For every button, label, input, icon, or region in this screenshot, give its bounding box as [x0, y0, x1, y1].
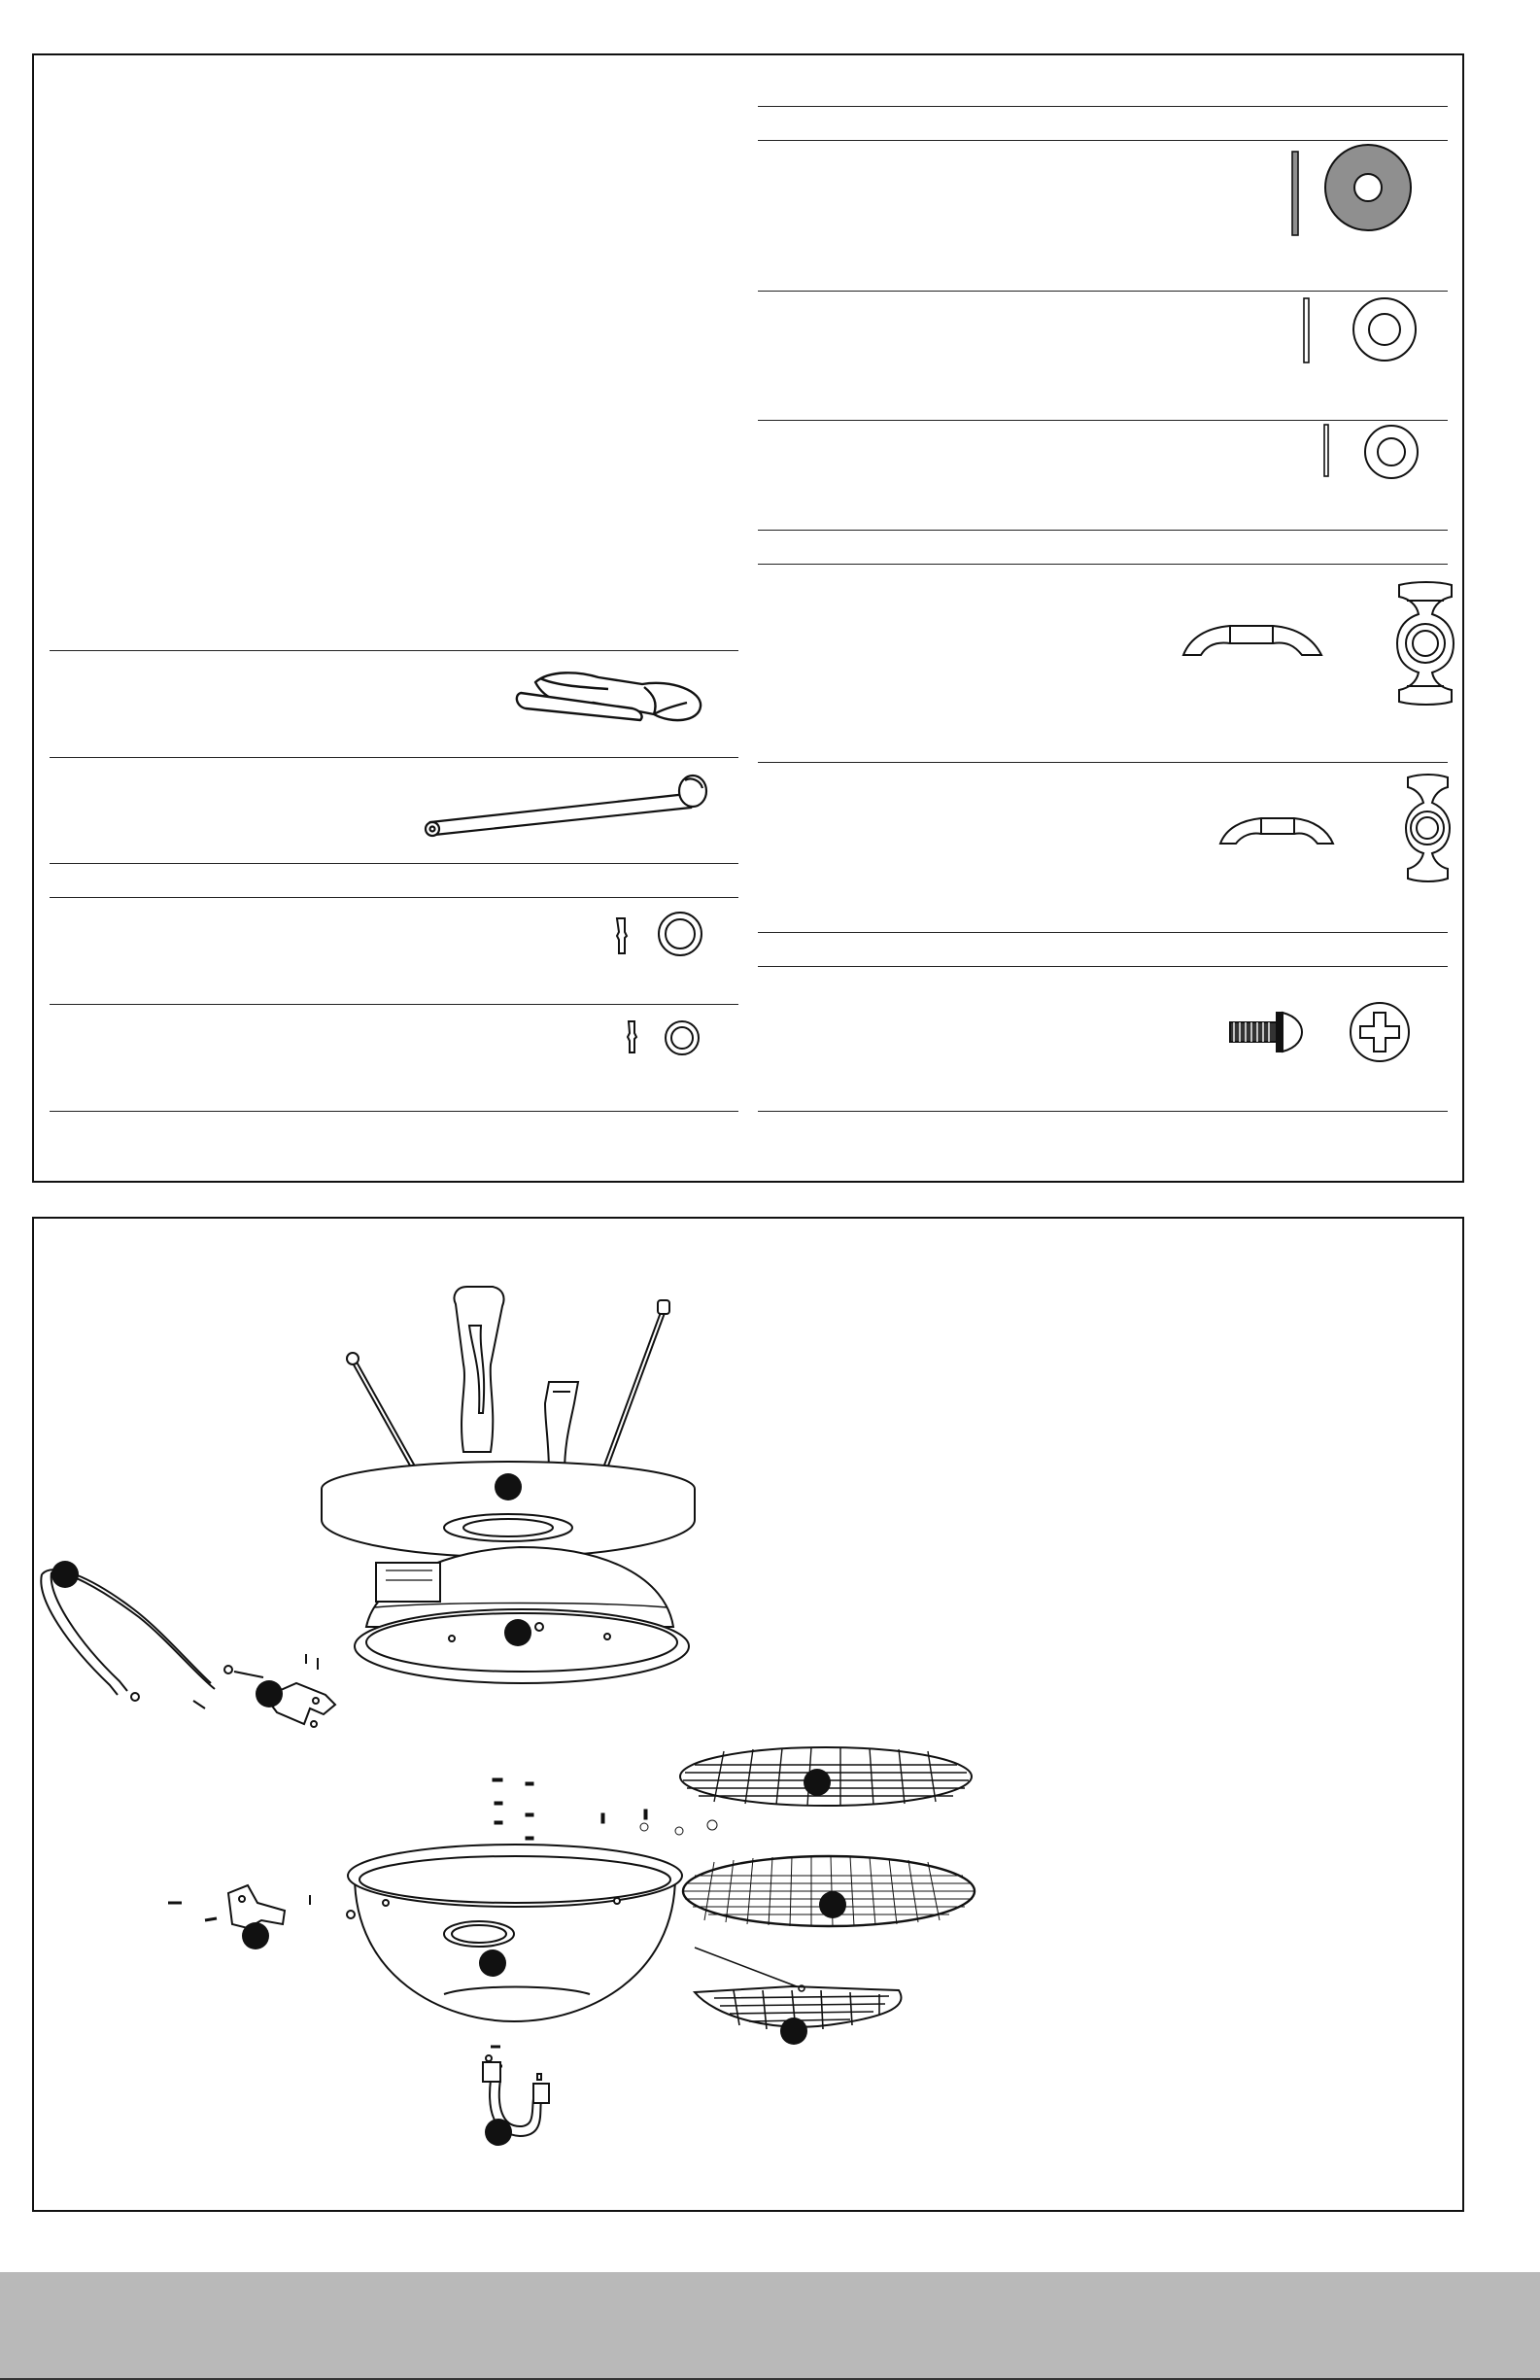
- callout-dot-tool-holder: [495, 1473, 522, 1500]
- divider: [758, 530, 1448, 531]
- divider: [758, 291, 1448, 292]
- wing-nut-icon: [758, 566, 1448, 760]
- hardware-row-hair-pin: [50, 652, 738, 755]
- divider: [50, 1111, 738, 1112]
- hardware-panel: [32, 53, 1464, 1183]
- divider: [758, 966, 1448, 967]
- handle-bar-icon: [41, 1569, 263, 1708]
- callout-dot-hinge-bracket: [256, 1680, 283, 1707]
- divider: [758, 140, 1448, 141]
- divider: [758, 420, 1448, 421]
- divider: [758, 564, 1448, 565]
- divider: [758, 106, 1448, 107]
- spring-lock-washer-icon: [50, 1006, 738, 1109]
- flat-washer-icon: [758, 293, 1448, 418]
- wing-nut-icon: [758, 764, 1448, 930]
- hardware-row-wing-nut-large: [758, 566, 1448, 760]
- hardware-row-wing-nut-small: [758, 764, 1448, 930]
- exploded-view-drawing: [34, 1219, 1462, 2210]
- flat-washer-icon: [758, 422, 1448, 528]
- hardware-row-flat-washer-medium: [758, 293, 1448, 418]
- footer-band: [0, 2272, 1540, 2380]
- spring-lock-washer-icon: [50, 899, 738, 1002]
- hardware-row-flat-washer-small: [758, 422, 1448, 528]
- divider: [758, 932, 1448, 933]
- grill-lid-icon: [355, 1547, 689, 1683]
- divider: [50, 650, 738, 651]
- hardware-row-flat-washer-large: [758, 142, 1448, 289]
- loose-fasteners-icon: [493, 1778, 717, 1840]
- tool-holder-ring-with-utensils-icon: [322, 1287, 695, 1557]
- divider: [758, 1111, 1448, 1112]
- hardware-row-hinge-pin: [50, 759, 738, 862]
- hardware-row-lock-washer-small: [50, 1006, 738, 1109]
- divider: [758, 762, 1448, 763]
- callout-dot-handle-bar: [51, 1561, 79, 1588]
- callout-dot-warming-rack: [780, 2018, 807, 2045]
- divider: [50, 897, 738, 898]
- side-bracket-icon: [168, 1885, 355, 1928]
- hinge-pin-rod-icon: [50, 759, 738, 862]
- divider: [50, 757, 738, 758]
- divider: [50, 863, 738, 864]
- callout-dot-lid: [504, 1619, 531, 1646]
- callout-dot-cooking-grate: [804, 1769, 831, 1796]
- phillips-screw-icon: [758, 968, 1448, 1109]
- hair-pin-clip-icon: [50, 652, 738, 755]
- divider: [50, 1004, 738, 1005]
- callout-dot-charcoal-grate: [819, 1891, 846, 1918]
- callout-dot-side-bracket: [242, 1922, 269, 1949]
- hardware-row-lock-washer-large: [50, 899, 738, 1002]
- callout-dot-bowl-handle: [485, 2119, 512, 2146]
- hardware-row-phillips-screw: [758, 968, 1448, 1109]
- callout-dot-bowl: [479, 1949, 506, 1977]
- flat-washer-icon: [758, 142, 1448, 289]
- exploded-view-panel: [32, 1217, 1464, 2212]
- grill-bowl-icon: [348, 1845, 682, 2066]
